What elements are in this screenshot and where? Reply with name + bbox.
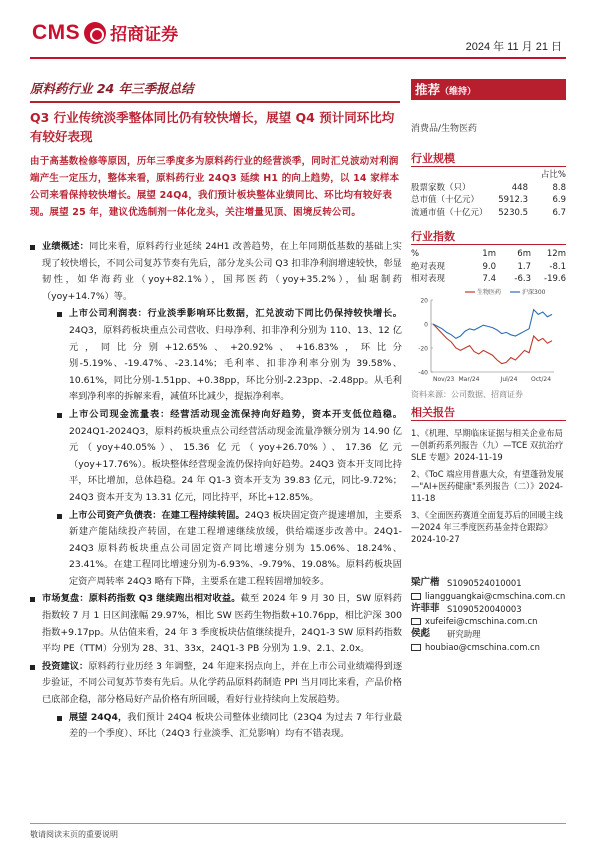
- scale-pct: 6.9: [552, 195, 566, 206]
- legend-label: 沪深300: [522, 289, 546, 296]
- body-paragraph: [30, 508, 402, 591]
- scale-value: 5912.3: [498, 195, 528, 206]
- index-value: 9.0: [482, 261, 496, 272]
- series-line-hs300: [433, 310, 552, 339]
- analyst-name: 侯彪: [411, 628, 431, 640]
- index-header-cell: 12m: [546, 249, 566, 259]
- scale-row: [411, 194, 566, 207]
- paragraph-lead: 上市公司利润表：行业淡季影响环比数据，汇兑波动下同比仍保持较快增长。: [69, 308, 402, 320]
- x-tick-label: Nov/23: [433, 376, 455, 383]
- index-header-cell: %: [411, 249, 420, 259]
- scale-unit-header: 占比%: [540, 170, 566, 180]
- paragraph-text: 24Q3 板块固定资产提速增加，主要系新建产能陆续投产转固，在建工程增速继续放缓，供给端逐步改善中。24Q1-24Q3 原料药板块重点公司固定资产同比增速分别为 15.06%、18.24%、23.41%。在建工程同比增速分别为-6.93%、-9.79%、19.08%。原料药板块固定资产周转率 24Q3 略有下降，主要系在建工程转固增加较多。: [69, 509, 403, 587]
- related-report-item[interactable]: 2、《ToC 端应用普惠大众，有望蓬勃发展—"AI+医药健康"系列报告（二）》2024-11-18: [411, 469, 564, 503]
- footer-divider: [30, 823, 566, 824]
- analyst-cert: S1090524010001: [447, 578, 522, 588]
- body-paragraph: [30, 407, 402, 507]
- paragraph-lead: 展望 24Q4，: [69, 711, 128, 723]
- analyst-cert: S1090520040003: [447, 603, 522, 614]
- rating-note: （维持）: [440, 87, 477, 97]
- y-tick-label: -20: [418, 345, 428, 353]
- envelope-icon: [411, 593, 421, 600]
- scale-pct: 6.7: [552, 207, 566, 218]
- analyst-cert: 研究助理: [447, 629, 481, 640]
- analyst-email[interactable]: houbiao@cmschina.com.cn: [425, 641, 540, 652]
- scale-row: [411, 182, 566, 195]
- analyst-row: [411, 577, 566, 590]
- bullet-square-icon: [57, 716, 62, 721]
- analyst-email[interactable]: xufeifei@cmschina.com.cn: [425, 616, 538, 627]
- bullet-square-icon: [57, 312, 62, 317]
- scale-pct: 8.8: [552, 182, 566, 193]
- series-line-biopharma: [433, 324, 552, 364]
- index-header-row: [411, 248, 566, 261]
- industry-index-table: [411, 248, 566, 286]
- body-paragraph: [30, 306, 402, 406]
- scale-value: 5230.5: [498, 207, 528, 218]
- industry-index-heading: 行业指数: [411, 228, 566, 245]
- index-name: 绝对表现: [411, 261, 446, 272]
- logo-seal-icon: [84, 22, 106, 44]
- body-paragraph: [30, 239, 402, 305]
- paragraph-text: 同比来看，原料药行业延续 24H1 改善趋势，在上年同期低基数的基础上实现了较快增长，不同公司复苏节奏有先后，部分龙头公司 Q3 扣非净利润增速较快，彰显韧性，如华海药业（yoy+82.1%），国邦医药（yoy+35.2%），仙琚制药（yoy+14.7%）等。: [42, 241, 402, 302]
- related-reports-heading: 相关报告: [411, 404, 566, 421]
- analyst-list: [411, 577, 566, 654]
- y-tick-label: 0: [424, 321, 428, 329]
- rating-label: 推荐: [415, 82, 441, 97]
- index-row: [411, 273, 566, 286]
- logo-text-cn: 招商证券: [110, 25, 179, 45]
- header-divider: [30, 57, 566, 59]
- report-body: [30, 239, 402, 744]
- x-tick-label: Mar/24: [458, 376, 480, 383]
- report-headline: Q3 行业传统淡季整体同比仍有较快增长，展望 Q4 预计同环比均有较好表现: [30, 110, 395, 144]
- paragraph-text: 24Q3，原料药板块重点公司营收、归母净利、扣非净利分别为 110、13、12 亿元，同比分别+12.65%、+20.92%、+16.83%，环比分别-5.19%、-19.47%、-23.14%；毛利率、扣非净利率分别为 39.58%、10.61%，同比分别-1.51pp、+0.38pp，环比分别-2.23pp、-2.48pp。从毛利率到净利率的拆解来看，减值环比减少，提振净利率。: [69, 324, 402, 403]
- paragraph-lead: 上市公司资产负债表：在建工程持续转固。: [69, 509, 245, 521]
- bullet-square-icon: [57, 413, 62, 418]
- footer-note: 敬请阅读末页的重要说明: [30, 830, 118, 839]
- bullet-square-icon: [30, 665, 35, 670]
- analyst-row: [411, 603, 566, 616]
- bullet-square-icon: [30, 245, 35, 250]
- paragraph-lead: 投资建议：: [42, 660, 89, 672]
- index-performance-chart: [411, 286, 566, 388]
- paragraph-text: 截至 2024 年 9 月 30 日，SW 原料药指数较 7 月 1 日区间涨幅 29.97%，相比 SW 医药生物指数+10.76pp，相比沪深 300 指数+9.17pp。从估值来看，24 年 3 季度板块估值继续提升，24Q1-3 SW 原料药指数平均 PE（TTM）分别为 28、31、33x，24Q1-3 PB 分别为 1.9、2.1、2.0x。: [42, 593, 402, 655]
- page-header: [0, 0, 595, 64]
- paragraph-text: 2024Q1-2024Q3，原料药板块重点公司经营活动现金流量净额分别为 14.90 亿元（yoy+40.05%）、15.36 亿元（yoy+26.70%）、17.36 亿元（yoy+17.76%）。板块整体经营现金流仍保持向好趋势。24Q3 资本开支同比持平，环比增加，总体趋稳。24 年 Q1-3 资本开支为 39.83 亿元，同比-9.72%；24Q3 资本开支为 13.31 亿元，同比持平，环比+12.85%。: [69, 425, 402, 503]
- scale-name: 总市值（十亿元）: [411, 195, 480, 206]
- index-header-cell: 6m: [517, 249, 531, 259]
- analyst-name: 许菲菲: [411, 602, 440, 614]
- bullet-square-icon: [30, 597, 35, 602]
- body-paragraph: [30, 591, 402, 657]
- analyst-name: 梁广楷: [411, 577, 440, 588]
- chart-source: 资料来源：公司数据、招商证券: [411, 390, 523, 399]
- sector-label: 消费品/生物医药: [411, 124, 478, 134]
- index-value: -6.3: [514, 274, 531, 285]
- scale-name: 流通市值（十亿元）: [411, 207, 488, 218]
- index-value: 7.4: [482, 274, 496, 285]
- index-header-cell: 1m: [482, 249, 496, 259]
- body-paragraph: [30, 710, 402, 743]
- index-value: -8.1: [549, 261, 566, 272]
- paragraph-lead: 市场复盘：原料药指数 Q3 继续跑出相对收益。: [42, 593, 241, 605]
- bullet-square-icon: [57, 514, 62, 519]
- related-report-item[interactable]: 1、《机理、早期临床证据与相关企业布局—创新药系列报告（九）—TCE 双抗治疗 SLE 专题》2024-11-19: [411, 428, 564, 462]
- index-row: [411, 261, 566, 274]
- related-reports-list: [411, 427, 566, 550]
- paragraph-lead: 业绩概述：: [42, 241, 90, 252]
- title-divider: [30, 101, 400, 103]
- x-tick-label: Oct/24: [530, 376, 552, 383]
- report-abstract: 由于高基数检修等原因，历年三季度多为原料药行业的经营淡季，同时汇兑波动对利润端产生一定压力，整体来看，原料药行业 24Q3 延续 H1 的向上趋势，以 14 家样本公司来看保持较快增长。展望 24Q4，我们预计板块整体业绩同比、环比均有较好表现。展望 25 年，建议优选制剂一体化龙头，关注增量见顶、困境反转公司。: [30, 156, 400, 218]
- analyst-email-row: [411, 615, 566, 628]
- body-paragraph: [30, 659, 402, 709]
- scale-name: 股票家数（只）: [411, 182, 471, 193]
- legend-label: 生物医药: [477, 289, 502, 296]
- analyst-email[interactable]: liangguangkai@cmschina.com.cn: [425, 590, 566, 601]
- scale-value: 448: [511, 182, 528, 193]
- analyst-email-row: [411, 641, 566, 654]
- paragraph-lead: 上市公司现金流量表：经营活动现金流保持向好趋势，资本开支低位趋稳。: [69, 408, 402, 420]
- cms-logo: [32, 20, 178, 45]
- industry-scale-heading: 行业规模: [411, 150, 566, 167]
- report-date: 2024 年 11 月 21 日: [465, 41, 562, 53]
- scale-header-row: [411, 169, 566, 182]
- index-name: 相对表现: [411, 274, 446, 285]
- y-tick-label: 20: [420, 297, 428, 305]
- index-value: 1.7: [517, 261, 531, 272]
- paragraph-text: 我们预计 24Q4 板块公司整体业绩同比（23Q4 为过去 7 年行业最差的一个季度）、环比（24Q3 行业淡季、汇兑影响）均有不错表现。: [69, 711, 403, 740]
- envelope-icon: [411, 618, 421, 625]
- paragraph-text: 原料药行业历经 3 年调整，24 年迎来拐点向上，并在上市公司业绩端得到逐步验证，不同公司复苏节奏有先后。从化学药品原料药制造 PPI 当月同比来看，产品价格已底部企稳，部分格局好产品价格有所回暖，看好行业持续向上发展趋势。: [42, 660, 403, 706]
- index-value: -19.6: [544, 274, 566, 285]
- related-report-item[interactable]: 3、《全面医药赛道全面复苏后的回暖主线—2024 年三季度医药基金持仓跟踪》2024-10-27: [411, 510, 563, 544]
- analyst-row: [411, 628, 566, 641]
- report-type: 原料药行业 24 年三季报总结: [30, 81, 194, 96]
- envelope-icon: [411, 644, 421, 651]
- scale-row: [411, 207, 566, 220]
- y-tick-label: -40: [418, 369, 428, 377]
- logo-text-en: CMS: [32, 20, 81, 44]
- x-tick-label: Jul/24: [500, 376, 518, 383]
- analyst-email-row: [411, 590, 566, 603]
- industry-scale-table: [411, 169, 566, 219]
- rating-banner: [411, 79, 566, 100]
